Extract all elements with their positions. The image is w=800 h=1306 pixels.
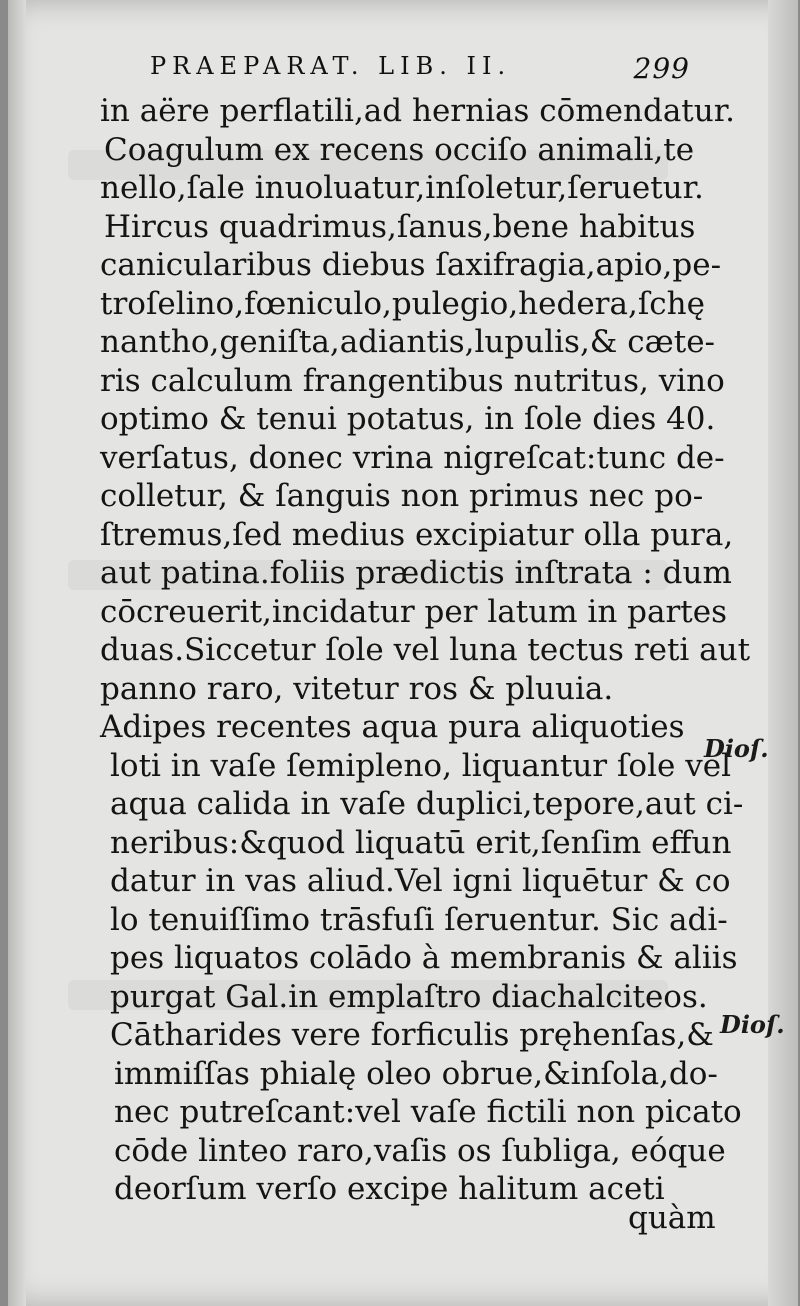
catchword: quàm <box>628 1200 716 1236</box>
text-line: cōde linteo raro,vaſis os ſubliga, eóque <box>114 1132 726 1169</box>
text-line: cōcreuerit,incidatur per latum in partes <box>100 593 728 630</box>
page-gutter-shadow <box>8 0 26 1306</box>
text-line: panno raro, vitetur ros & pluuia. <box>100 670 614 707</box>
text-line: Hircus quadrimus,ſanus,bene habitus <box>104 208 696 245</box>
page-edge-shadow <box>768 0 798 1306</box>
text-line: colletur, & ſanguis non primus nec po- <box>100 478 704 514</box>
text-line: duas.Siccetur ſole vel luna tectus reti aut <box>100 632 751 668</box>
running-head: PRAEPARAT. LIB. II. <box>150 52 512 80</box>
text-line: neribus:&quod liquatū erit,ſenſim effun <box>110 824 732 861</box>
text-line: Cātharides vere forficulis pręhenſas,& <box>110 1017 714 1053</box>
text-line: datur in vas aliud.Vel igni liquētur & co <box>110 863 731 899</box>
text-line: immiſſas phialę oleo obrue,&inſola,do- <box>114 1055 718 1092</box>
text-line: aqua calida in vaſe duplici,tepore,aut ci- <box>110 786 744 822</box>
text-line: deorſum verſo excipe halitum aceti <box>114 1171 665 1207</box>
text-line: optimo & tenui potatus, in ſole dies 40. <box>100 401 716 437</box>
text-line: lo tenuiſſimo trāsfuſi ſeruentur. Sic adi- <box>110 901 728 938</box>
text-line: troſelino,fœniculo,pulegio,hedera,ſchę <box>100 285 705 322</box>
page-number: 299 <box>633 52 690 85</box>
margin-note: Dioſ. <box>720 1010 785 1039</box>
text-line: canicularibus diebus ſaxifragia,apio,pe- <box>100 247 722 283</box>
text-line: pes liquatos colādo à membranis & aliis <box>110 940 738 976</box>
text-line: ſtremus,ſed medius excipiatur olla pura, <box>100 516 734 553</box>
book-page <box>8 0 798 1306</box>
margin-note: Dioſ. <box>704 734 769 763</box>
text-line: verſatus, donec vrina nigreſcat:tunc de- <box>100 439 725 476</box>
text-line: ris calculum frangentibus nutritus, vino <box>100 362 725 399</box>
text-line: aut patina.foliis prædictis inſtrata : dum <box>100 555 732 591</box>
text-line: loti in vaſe ſemipleno, liquantur ſole vel <box>110 747 731 784</box>
text-line: Coagulum ex recens occiſo animali,te <box>104 131 695 168</box>
text-line: purgat Gal.in emplaſtro diachalciteos. <box>110 978 708 1015</box>
text-line: nantho,geniſta,adiantis,lupulis,& cæte- <box>100 324 716 360</box>
text-line: nello,ſale inuoluatur,inſoletur,ſeruetur. <box>100 170 704 206</box>
text-line: Adipes recentes aqua pura aliquoties <box>100 709 685 745</box>
text-line: nec putreſcant:vel vaſe fictili non picato <box>114 1094 742 1130</box>
text-line: in aëre perflatili,ad hernias cōmendatur. <box>100 93 735 129</box>
